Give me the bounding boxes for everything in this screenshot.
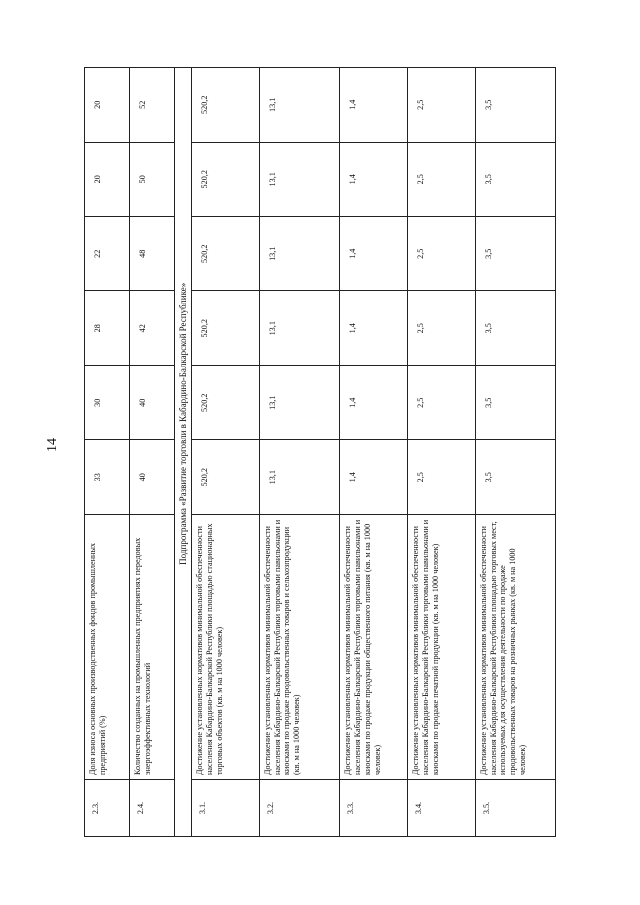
value-cell: 2,5 xyxy=(407,365,475,439)
indicator-name: Достижение установленных нормативов минимальной обеспеченности населения Кабардино-Балкарской Республики площадью стационарных торговых объектов (кв. м на 1000 человек) xyxy=(191,514,259,779)
value-cell: 520,2 xyxy=(191,142,259,216)
value-cell: 3,5 xyxy=(475,142,555,216)
section-row xyxy=(175,68,191,837)
value-cell: 3,5 xyxy=(475,365,555,439)
value-cell: 13,1 xyxy=(259,440,339,514)
value-cell: 520,2 xyxy=(191,217,259,291)
value-cell: 52 xyxy=(130,68,175,143)
value-cell: 13,1 xyxy=(259,217,339,291)
row-number: 3.4. xyxy=(407,780,475,837)
table-row xyxy=(259,68,339,837)
table-row xyxy=(85,68,130,837)
value-cell: 30 xyxy=(85,365,130,439)
value-cell: 40 xyxy=(130,365,175,439)
indicator-name: Доля износа основных производственных фондов промышленных предприятий (%) xyxy=(85,514,130,779)
value-cell: 2,5 xyxy=(407,440,475,514)
value-cell: 28 xyxy=(85,291,130,365)
row-number: 3.2. xyxy=(259,780,339,837)
indicator-name: Достижение установленных нормативов минимальной обеспеченности населения Кабардино-Балкарской Республики торговыми павильонами и киосками по продаже продовольственных товаров и сельхозпродукции (кв. м на 1000 человек) xyxy=(259,514,339,779)
value-cell: 3,5 xyxy=(475,440,555,514)
rotated-table-container xyxy=(84,67,556,837)
value-cell: 1,4 xyxy=(339,217,407,291)
table-row xyxy=(475,68,555,837)
value-cell: 13,1 xyxy=(259,365,339,439)
value-cell: 20 xyxy=(85,142,130,216)
value-cell: 1,4 xyxy=(339,291,407,365)
section-title: Подпрограмма «Развитие торговли в Кабардино-Балкарской Республике» xyxy=(175,68,191,780)
table-row xyxy=(339,68,407,837)
value-cell: 2,5 xyxy=(407,68,475,143)
value-cell: 50 xyxy=(130,142,175,216)
value-cell: 1,4 xyxy=(339,365,407,439)
row-number: 3.1. xyxy=(191,780,259,837)
value-cell: 40 xyxy=(130,440,175,514)
value-cell: 2,5 xyxy=(407,217,475,291)
row-number: 2.3. xyxy=(85,780,130,837)
value-cell: 520,2 xyxy=(191,440,259,514)
row-number: 3.5. xyxy=(475,780,555,837)
value-cell: 20 xyxy=(85,68,130,143)
value-cell: 48 xyxy=(130,217,175,291)
value-cell: 13,1 xyxy=(259,142,339,216)
section-spacer xyxy=(175,780,191,837)
table-row xyxy=(130,68,175,837)
value-cell: 2,5 xyxy=(407,291,475,365)
value-cell: 33 xyxy=(85,440,130,514)
row-number: 2.4. xyxy=(130,780,175,837)
value-cell: 13,1 xyxy=(259,291,339,365)
value-cell: 1,4 xyxy=(339,142,407,216)
value-cell: 520,2 xyxy=(191,365,259,439)
indicator-name: Достижение установленных нормативов минимальной обеспеченности населения Кабардино-Балкарской Республики торговыми павильонами и киосками по продаже продукции общественного питания (кв. м на 1000 человек) xyxy=(339,514,407,779)
value-cell: 520,2 xyxy=(191,68,259,143)
table-row xyxy=(407,68,475,837)
table-row xyxy=(191,68,259,837)
value-cell: 1,4 xyxy=(339,68,407,143)
row-number: 3.3. xyxy=(339,780,407,837)
page-number: 14 xyxy=(45,438,60,452)
value-cell: 2,5 xyxy=(407,142,475,216)
value-cell: 22 xyxy=(85,217,130,291)
value-cell: 520,2 xyxy=(191,291,259,365)
value-cell: 1,4 xyxy=(339,440,407,514)
value-cell: 3,5 xyxy=(475,217,555,291)
indicator-name: Количество созданных на промышленных предприятиях передовых энергоэффективных технологий xyxy=(130,514,175,779)
value-cell: 3,5 xyxy=(475,68,555,143)
value-cell: 13,1 xyxy=(259,68,339,143)
indicator-name: Достижение установленных нормативов минимальной обеспеченности населения Кабардино-Балкарской Республики площадью торговых мест, используемых для осуществления деятельности по продаже продовольственных товаров на розничных рынках (кв. м на 1000 человек) xyxy=(475,514,555,779)
value-cell: 3,5 xyxy=(475,291,555,365)
value-cell: 42 xyxy=(130,291,175,365)
indicator-name: Достижение установленных нормативов минимальной обеспеченности населения Кабардино-Балкарской Республики торговыми павильонами и киосками по продаже печатной продукции (кв. м на 1000 человек) xyxy=(407,514,475,779)
indicators-table xyxy=(84,67,556,837)
